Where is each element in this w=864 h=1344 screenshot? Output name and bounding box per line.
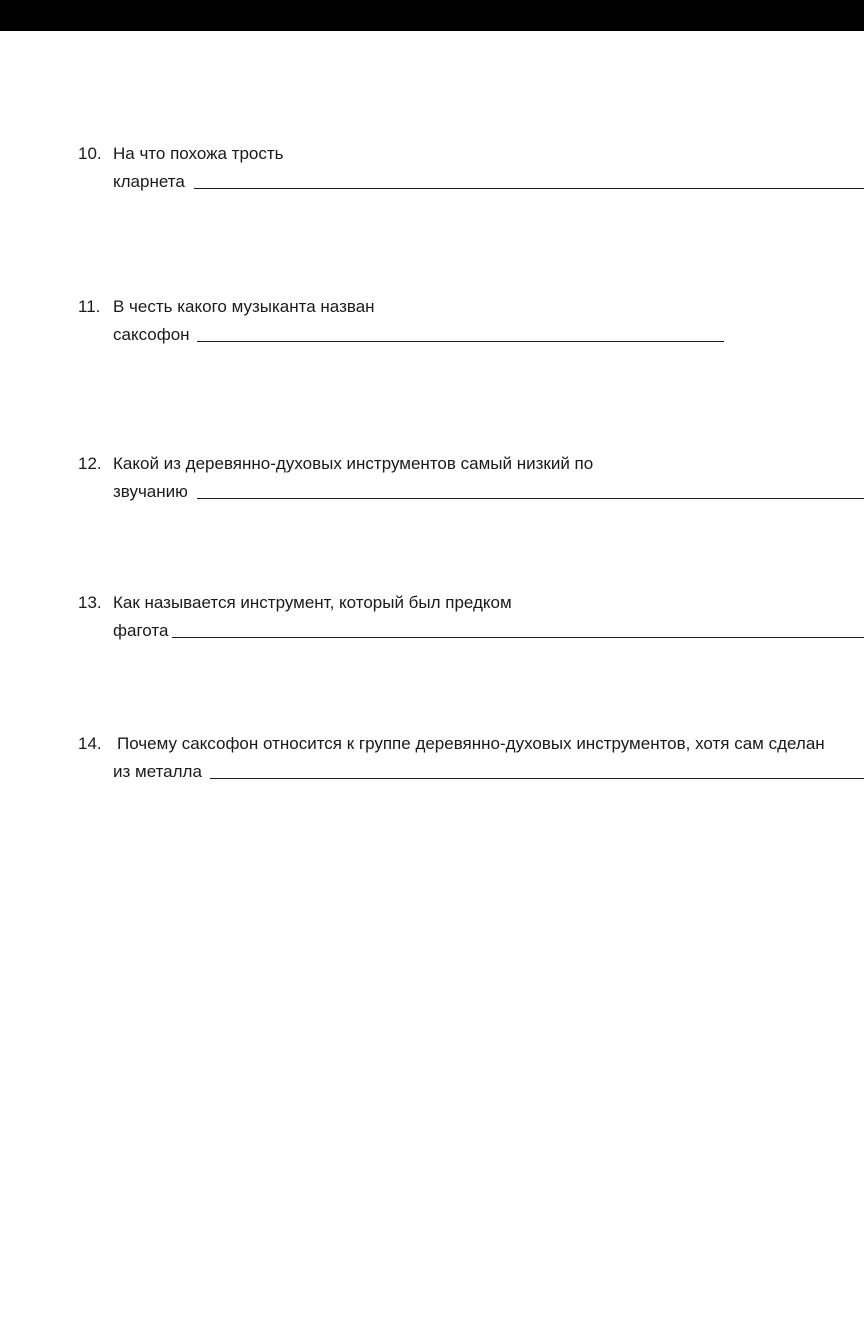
question-text: Какой из деревянно-духовых инструментов самый низкий по	[113, 454, 594, 473]
answer-lead-text: из металла	[113, 762, 202, 781]
answer-blank[interactable]	[194, 188, 864, 189]
answer-blank[interactable]	[172, 637, 864, 638]
question-number: 10.	[78, 144, 102, 163]
question-14	[0, 730, 864, 786]
question-text: В честь какого музыканта назван	[113, 297, 375, 316]
answer-blank[interactable]	[197, 498, 864, 499]
question-line	[0, 450, 864, 478]
answer-line	[0, 617, 864, 645]
question-line	[0, 589, 864, 617]
answer-lead-text: саксофон	[113, 325, 190, 344]
answer-blank[interactable]	[210, 778, 864, 779]
question-12	[0, 450, 864, 506]
answer-line	[0, 168, 864, 196]
answer-blank[interactable]	[197, 341, 724, 342]
top-black-bar	[0, 0, 864, 31]
question-line	[0, 293, 864, 321]
answer-lead-text: кларнета	[113, 172, 185, 191]
question-11	[0, 293, 864, 349]
question-text: Почему саксофон относится к группе деревянно-духовых инструментов, хотя сам сделан	[117, 734, 825, 753]
question-number: 14.	[78, 734, 102, 753]
question-number: 11.	[78, 297, 101, 316]
answer-line	[0, 758, 864, 786]
question-13	[0, 589, 864, 645]
answer-lead-text: звучанию	[113, 482, 188, 501]
question-line	[0, 730, 864, 758]
question-number: 13.	[78, 593, 102, 612]
worksheet-page	[0, 31, 864, 1344]
answer-lead-text: фагота	[113, 621, 169, 640]
answer-line	[0, 478, 864, 506]
question-10	[0, 140, 864, 196]
question-text: Как называется инструмент, который был предком	[113, 593, 512, 612]
answer-line	[0, 321, 864, 349]
question-text: На что похожа трость	[113, 144, 284, 163]
question-line	[0, 140, 864, 168]
question-number: 12.	[78, 454, 102, 473]
